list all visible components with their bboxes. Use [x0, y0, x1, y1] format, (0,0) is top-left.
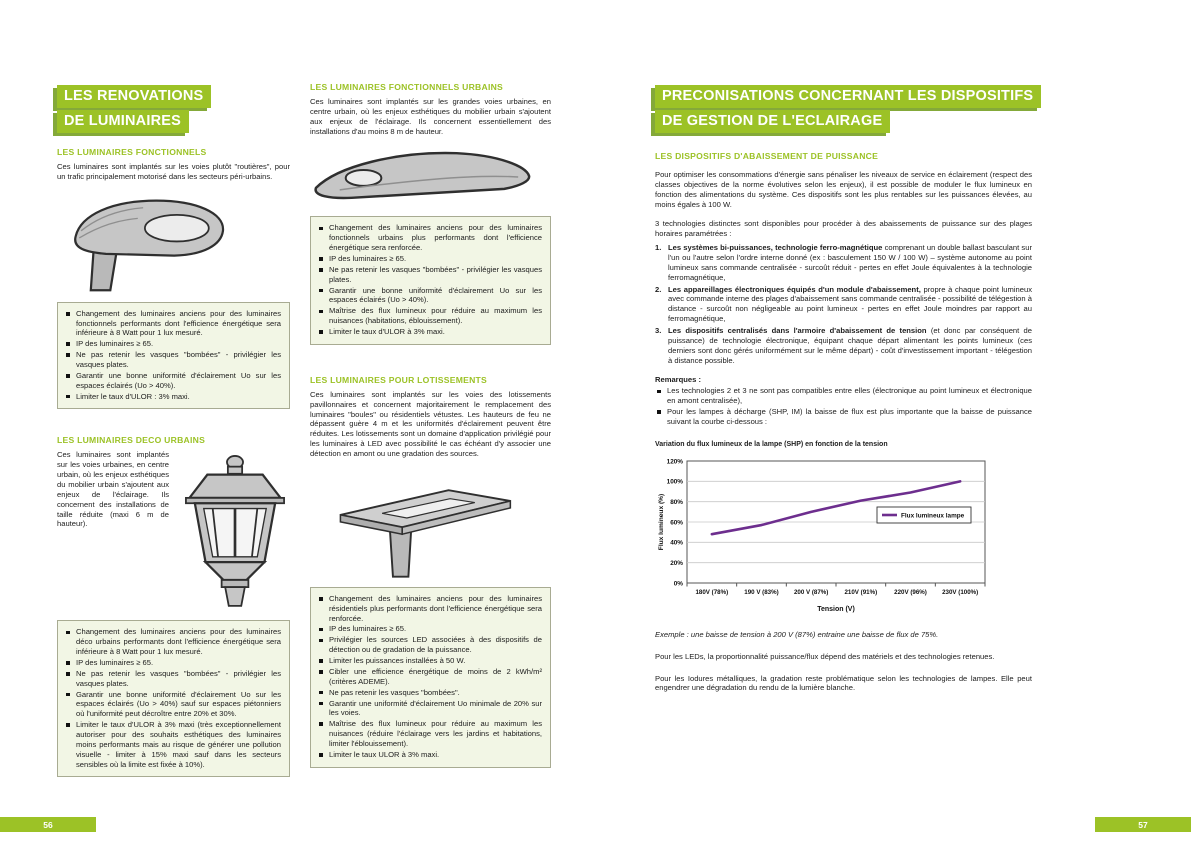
heading-abaissement-puissance: LES DISPOSITIFS D'ABAISSEMENT DE PUISSANCE [655, 151, 879, 161]
leds-note: Pour les LEDs, la proportionnalité puissance/flux dépend des matériels et des technologies retenues. [655, 651, 995, 661]
cobra-head-luminaire-illustration [57, 190, 247, 292]
rule-item: IP des luminaires ≥ 65. [64, 339, 281, 349]
lantern-luminaire-illustration [177, 450, 293, 610]
rule-item: IP des luminaires ≥ 65. [317, 624, 542, 634]
rule-item: IP des luminaires ≥ 65. [64, 658, 281, 668]
x-tick-label: 200 V (87%) [793, 588, 829, 596]
rules-box-deco [57, 620, 290, 777]
y-tick-label: 40% [670, 539, 683, 547]
rule-item: Changement des luminaires anciens pour des luminaires résidentiels plus performants dont l'efficience énergétique sera renforcée. [317, 594, 542, 624]
y-tick-label: 80% [670, 498, 683, 506]
rule-item: Limiter le taux d'ULOR à 3% maxi (très exceptionnellement autoriser pour des souhaits esthétiques des luminaires moins performants mais au risque de générer une pollution visuelle - limiter à 15% maxi sauf dans les secteurs sensibles où la limite est fixée à 10%). [64, 720, 281, 769]
rule-item: Maîtrise des flux lumineux pour réduire au maximum les nuisances (habitations, éblouissement). [317, 306, 542, 326]
rule-item: Limiter les puissances installées à 50 W. [317, 656, 542, 666]
technology-rest: (et donc par conséquent de puissance) de technologie électronique, équipant chaque départ alimentant les points lumineux (ces derniers sont donc gérés uniformément sur le même départ) - coût d'investissement important - télégestion à distance possible. [668, 326, 1032, 365]
rule-item: Cibler une efficience énergétique de moins de 2 kWh/m² (critères ADEME). [317, 667, 542, 687]
x-tick-label: 220V (96%) [894, 588, 927, 596]
rule-item: Garantir une bonne uniformité d'éclairement Uo sur les espaces éclairés (Uo > 40%) sauf sur espaces piétonniers où l'uniformité peut décroître entre 20% et 30%. [64, 690, 281, 720]
technologies-list [655, 243, 1032, 365]
left-column-2 [310, 82, 551, 768]
technology-lead: Les systèmes bi-puissances, technologie ferro-magnétique [668, 243, 883, 253]
x-tick-label: 190 V (83%) [744, 588, 779, 596]
chapter-title-line1: PRECONISATIONS CONCERNANT LES DISPOSITIFS [655, 85, 1041, 108]
x-tick-label: 180V (78%) [695, 588, 729, 596]
technology-item-3 [655, 326, 1032, 365]
page-left [0, 0, 595, 842]
technology-number: 2. [655, 284, 662, 294]
rule-item: Garantir une bonne uniformité d'éclairement Uo sur les espaces éclairés (Uo > 40%). [317, 286, 542, 306]
rule-item: IP des luminaires ≥ 65. [317, 254, 542, 264]
heading-luminaires-deco-urbains: LES LUMINAIRES DECO URBAINS [57, 435, 206, 446]
rule-item: Garantir une uniformité d'éclairement Uo minimale de 20% sur les voies. [317, 699, 542, 719]
technology-number: 1. [655, 243, 662, 253]
intro-luminaires-deco: Ces luminaires sont implantés sur les voies urbaines, en centre urbain, où les enjeux esthétiques du mobilier urbain s'ajoutent aux enjeux de l'éclairage. Ils concernent des installations de taille réduite (maxi 6 m de hauteur). [57, 450, 169, 529]
rule-item: Privilégier les sources LED associées à des dispositifs de détection ou de gradation de la puissance. [317, 635, 542, 655]
remarques-list [655, 386, 1032, 426]
technology-lead: Les dispositifs centralisés dans l'armoire d'abaissement de tension [668, 326, 927, 336]
technology-item-1 [655, 243, 1032, 282]
intro-luminaires-fonctionnels: Ces luminaires sont implantés sur les voies plutôt "routières", pour un trafic principalement motorisé dans les secteurs péri-urbains. [57, 162, 290, 181]
chapter-title-line2: DE LUMINAIRES [57, 110, 189, 133]
y-tick-label: 60% [670, 519, 683, 527]
chapter-title-line1: LES RENOVATIONS [57, 85, 211, 108]
left-column-1 [57, 85, 290, 777]
page-number-right: 57 [1095, 817, 1191, 832]
y-tick-label: 120% [666, 458, 683, 466]
rule-item: Maîtrise des flux lumineux pour réduire au maximum les nuisances (réduire l'éclairage vers les jardins et habitations, limiter l'éblouissement). [317, 719, 542, 749]
x-tick-label: 230V (100%) [942, 588, 979, 596]
x-tick-label: 210V (91%) [844, 588, 878, 596]
page-number-left: 56 [0, 817, 96, 832]
technology-rest: comprenant un double ballast basculant sur l'un ou l'autre selon l'ordre interne donné (ex : basculement 150 W / 100 W) – système autonome au point lumineux sans commande centralisée - surcoût réduit - pertes en effet Joule équivalentes à la technologie ferromagnétique, [668, 243, 1032, 282]
iodures-note: Pour les Iodures métalliques, la gradation reste problématique selon les technologies de lampes. Elle peut engendrer une dégradation du rendu de la lumière blanche. [655, 673, 1032, 693]
urban-blade-luminaire-illustration [310, 144, 538, 206]
flux-chart-svg [655, 453, 1005, 613]
rule-item: Ne pas retenir les vasques "bombées" - privilégier les vasques plates. [317, 265, 542, 285]
technologies-intro: 3 technologies distinctes sont disponibles pour procéder à des abaissements de puissance sur des plages horaires paramétrées : [655, 219, 1032, 239]
rule-item: Limiter le taux d'ULOR : 3% maxi. [64, 392, 281, 402]
rule-item: Changement des luminaires anciens pour des luminaires déco urbains performants dont l'efficience énergétique sera inférieure à 8 Watt pour 1 lux mesuré. [64, 627, 281, 657]
chart-title: Variation du flux lumineux de la lampe (SHP) en fonction de la tension [655, 440, 888, 448]
technology-lead: Les appareillages électroniques équipés d'un module d'abaissement, [668, 284, 921, 294]
abaissement-intro: Pour optimiser les consommations d'énergie sans pénaliser les niveaux de service en éclairement (respect des classes objectives de la norme évolutives selon les enjeux), il est possible de moduler le flux lumineux en fonction des alimentations du système. Ces dispositifs sont les plus rentables sur les puissances élevées, au moins égales à 100 W. [655, 170, 1032, 209]
remarques-label: Remarques : [655, 375, 702, 385]
rules-box-fonctionnels [57, 302, 290, 410]
rule-item: Ne pas retenir les vasques "bombées". [317, 688, 542, 698]
page-right [595, 0, 1191, 842]
flat-led-luminaire-illustration [310, 467, 540, 579]
remarque-item: Les technologies 2 et 3 ne sont pas compatibles entre elles (électronique au point lumineux et électronique en amont centralisée), [655, 386, 1032, 406]
technology-rest: propre à chaque point lumineux avec commande interne des plages d'abaissement sans commande centralisée - possibilité de télégestion à distance - surcoût non négligeable au point lumineux - pertes en effet Joule moindres par rapport au ferromagnétique, [668, 284, 1032, 324]
y-tick-label: 100% [666, 478, 683, 486]
flux-chart [655, 441, 1032, 618]
chapter-title-line2: DE GESTION DE L'ECLAIRAGE [655, 110, 890, 133]
rule-item: Ne pas retenir les vasques "bombées" - privilégier les vasques plates. [64, 350, 281, 370]
right-column [655, 85, 1032, 701]
y-tick-label: 0% [673, 580, 683, 588]
exemple-note: Exemple : une baisse de tension à 200 V (87%) entraine une baisse de flux de 75%. [655, 629, 939, 639]
rule-item: Ne pas retenir les vasques "bombées" - privilégier les vasques plates. [64, 669, 281, 689]
rule-item: Changement des luminaires anciens pour des luminaires fonctionnels urbains plus performants dont l'efficience énergétique sera renforcée. [317, 223, 542, 253]
rules-box-lotissements [310, 587, 551, 768]
rules-box-fonctionnels-urbains [310, 216, 551, 344]
y-tick-label: 20% [670, 559, 683, 567]
chart-xlabel: Tension (V) [817, 605, 855, 613]
rule-item: Limiter le taux d'ULOR à 3% maxi. [317, 327, 542, 337]
rule-item: Changement des luminaires anciens pour des luminaires fonctionnels performants dont l'efficience énergétique sera inférieure à 8 Watt pour 1 lux mesuré. [64, 309, 281, 339]
heading-lotissements: LES LUMINAIRES POUR LOTISSEMENTS [310, 374, 488, 385]
legend-label: Flux lumineux lampe [901, 512, 965, 520]
remarque-item: Pour les lampes à décharge (SHP, IM) la baisse de flux est plus importante que la baisse de puissance suivant la courbe ci-dessous : [655, 407, 1032, 427]
technology-number: 3. [655, 326, 662, 336]
chapter-title-preconisations [655, 85, 1032, 133]
heading-luminaires-fonctionnels: LES LUMINAIRES FONCTIONNELS [57, 147, 207, 157]
chapter-title-renovations [57, 85, 290, 133]
intro-lotissements: Ces luminaires sont implantés sur les voies des lotissements pavillonnaires et concernent majoritairement le remplacement des luminaires "boules" ou résidentiels vétustes. Les hauteurs de feu ne dépassent guère 4 m et les uniformités d'éclairement peuvent être réduites. Les lotissements sont un domaine d'application privilégié pour les luminaires à LED avec possibilité le cas échéant d'y associer une détection en amont ou une gradation des sources. [310, 389, 551, 459]
technology-item-2 [655, 285, 1032, 324]
heading-fonctionnels-urbains: LES LUMINAIRES FONCTIONNELS URBAINS [310, 82, 504, 92]
chart-ylabel: Flux lumineux (%) [658, 493, 665, 551]
deco-urbains-row [57, 450, 290, 610]
intro-fonctionnels-urbains: Ces luminaires sont implantés sur les grandes voies urbaines, en centre urbain, où les enjeux esthétiques du mobilier urbain s'ajoutent aux enjeux de l'éclairage. Ils concernent essentiellement des installations d'au moins 8 m de hauteur. [310, 97, 551, 136]
rule-item: Garantir une bonne uniformité d'éclairement Uo sur les espaces éclairés (Uo > 40%). [64, 371, 281, 391]
rule-item: Limiter le taux ULOR à 3% maxi. [317, 750, 542, 760]
